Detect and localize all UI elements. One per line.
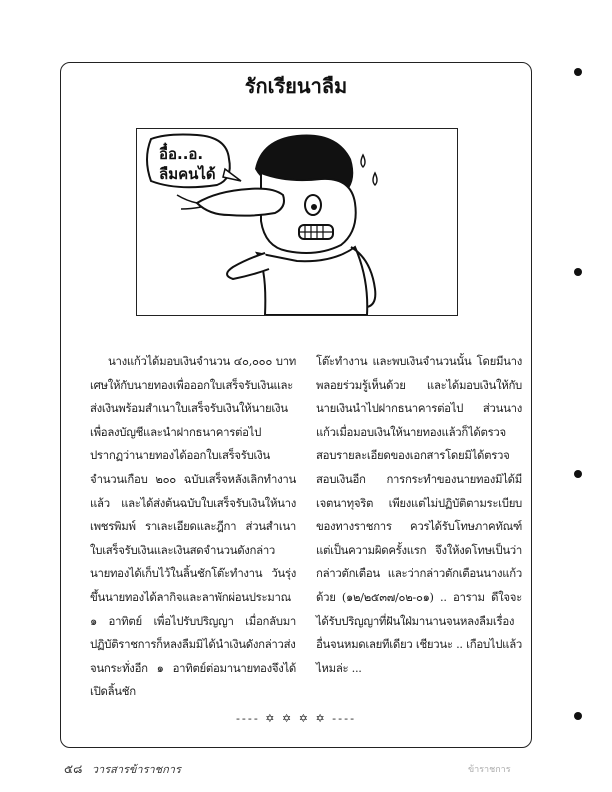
page-footer	[64, 760, 181, 779]
speech-line-1: อื๋อ..อ.	[159, 145, 204, 163]
publication-name: วารสารข้าราชการ	[91, 763, 181, 776]
speech-line-2: ลืมคนได้	[159, 165, 216, 183]
body-column-right	[316, 350, 522, 680]
cartoon-drawing	[137, 129, 457, 315]
footer-right-text: ข้าราชการ	[468, 765, 511, 775]
body-column-left	[90, 350, 296, 704]
binding-hole-dot	[574, 268, 582, 276]
sweat-drops	[361, 155, 377, 185]
pupil	[311, 204, 317, 210]
body-text-left: นางแก้วได้มอบเงินจำนวน ๔๐,๐๐๐ บาท เศษให้กับนายทองเพื่อออกใบเสร็จรับเงินและส่งเงินพร้อมสำเนาใบเสร็จรับเงินให้นายเงินเพื่อลงบัญชีและนำฝากธนาคารต่อไป ปรากฏว่านายทองได้ออกใบเสร็จรับเงินจำนวนเกือบ ๒๐๐ ฉบับเสร็จหลังเลิกทำงานแล้ว และได้ส่งต้นฉบับใบเสร็จรับเงินให้นางเพชรพิมพ์ ราเละเอียดและฎีกา ส่วนสำเนาใบเสร็จรับเงินและเงินสดจำนวนดังกล่าว นายทองได้เก็บไว้ในลิ้นชักโต๊ะทำงาน วันรุ่งขึ้นนายทองได้ลากิจและลาพักผ่อนประมาณ ๑ อาทิตย์ เพื่อไปรับปริญญา เมื่อกลับมาปฏิบัติราชการก็หลงลืมมิได้นำเงินดังกล่าวส่ง จนกระทั่งอีก ๑ อาทิตย์ต่อมานายทองจึงได้เปิดลิ้นชัก	[90, 354, 296, 699]
arm	[227, 253, 269, 279]
page-number: ๕๘	[64, 762, 83, 776]
article-title: รักเรียนาลืม	[244, 74, 348, 98]
binding-hole-dot	[574, 68, 582, 76]
binding-hole-dot	[574, 712, 582, 720]
binding-hole-dot	[574, 470, 582, 478]
body	[257, 247, 367, 315]
hand	[197, 189, 284, 216]
section-divider: ---- ✡ ✡ ✡ ✡ ----	[235, 712, 357, 725]
body-text-right: โต๊ะทำงาน และพบเงินจำนวนนั้น โดยมีนางพลอยร่วมรู้เห็นด้วย และได้มอบเงินให้กับนายเงินนำไปฝากธนาคารต่อไป ส่วนนางแก้วเมื่อมอบเงินให้นายทองแล้วก็ได้ตรวจสอบรายละเอียดของเอกสารโดยมิได้ตรวจสอบเงินอีก การกระทำของนายทองมิได้มีเจตนาทุจริต เพียงแต่ไม่ปฏิบัติตามระเบียบของทางราชการ ควรได้รับโทษภาคทัณฑ์ แต่เป็นความผิดครั้งแรก จึงให้งดโทษเป็นว่ากล่าวตักเตือน และว่ากล่าวตักเตือนนางแก้วด้วย (๑๒/๒๕๓๗/๐๒-๐๑) .. อาราม ดีใจจะได้รับปริญญาที่ฝันใฝ่มานานจนหลงลืมเรื่องอื่นจนหมดเลยทีเดียว เชียวนะ .. เกือบไปแล้วไหมล่ะ ...	[316, 354, 522, 675]
cartoon-illustration	[136, 128, 458, 316]
